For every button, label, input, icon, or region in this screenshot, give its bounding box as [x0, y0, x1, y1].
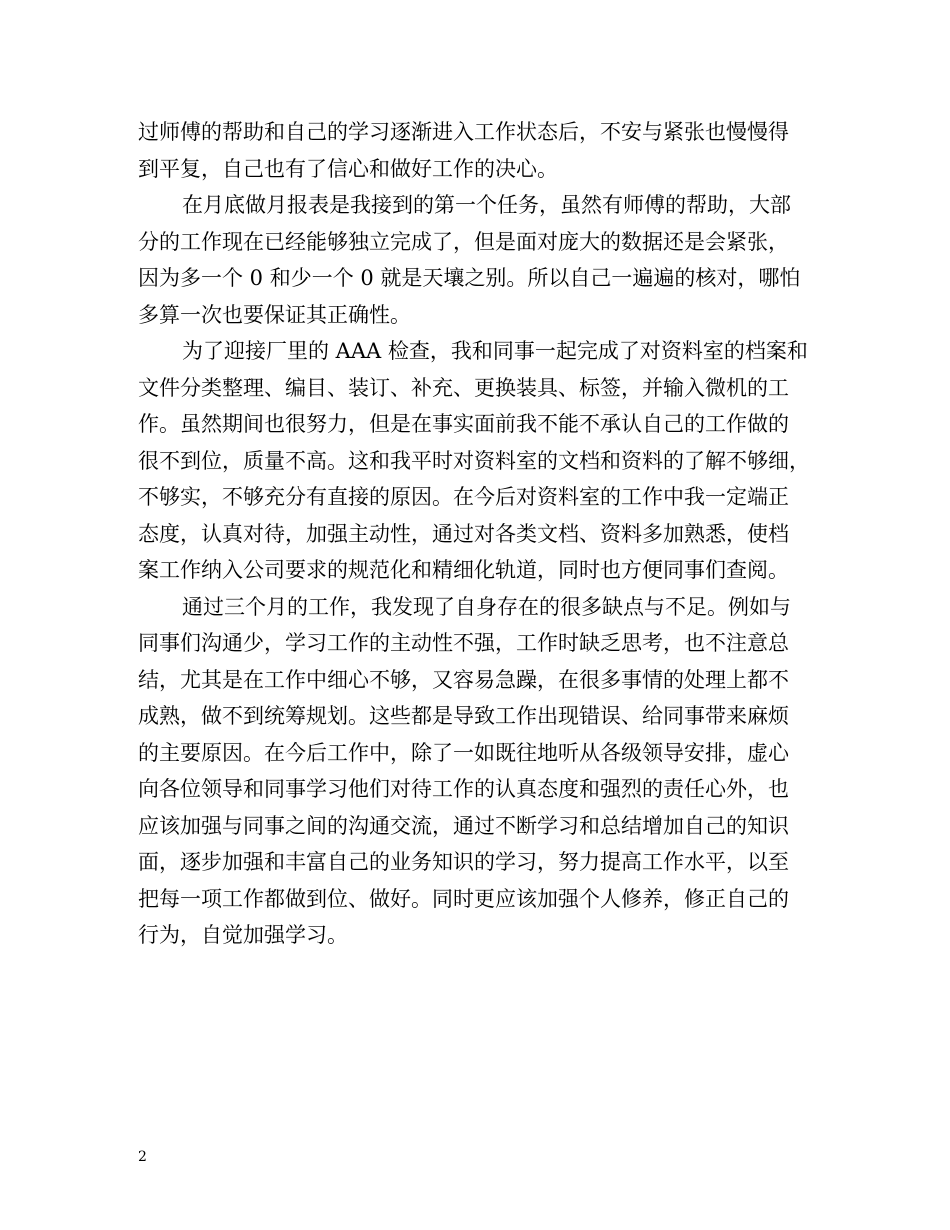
- text-line: 应该加强与同事之间的沟通交流，通过不断学习和总结增加自己的知识: [138, 813, 789, 838]
- text-line: 态度，认真对待，加强主动性，通过对各类文档、资料多加熟悉，使档: [138, 521, 789, 546]
- text-line: 同事们沟通少，学习工作的主动性不强，工作时缺乏思考，也不注意总: [138, 631, 789, 655]
- text-line: 面，逐步加强和丰富自己的业务知识的学习，努力提高工作水平，以至: [138, 850, 789, 874]
- text-line: 很不到位，质量不高。这和我平时对资料室的文档和资料的了解不够细，: [138, 448, 810, 473]
- text-line: 通过三个月的工作，我发现了自身存在的很多缺点与不足。例如与: [182, 594, 791, 619]
- body-text: [138, 114, 828, 954]
- text-line: 多算一次也要保证其正确性。: [138, 302, 411, 327]
- text-line: 分的工作现在已经能够独立完成了，但是面对庞大的数据还是会紧张，: [138, 229, 789, 254]
- text-line: 不够实，不够充分有直接的原因。在今后对资料室的工作中我一定端正: [138, 485, 789, 509]
- text-line: 在月底做月报表是我接到的第一个任务，虽然有师傅的帮助，大部: [182, 193, 791, 217]
- text-line: 过师傅的帮助和自己的学习逐渐进入工作状态后，不安与紧张也慢慢得: [138, 120, 789, 144]
- text-line: 的主要原因。在今后工作中，除了一如既往地听从各级领导安排，虚心: [138, 740, 789, 765]
- text-line: 行为，自觉加强学习。: [138, 923, 348, 947]
- text-line: 作。虽然期间也很努力，但是在事实面前我不能不承认自己的工作做的: [138, 412, 789, 436]
- text-line: 因为多一个 0 和少一个 0 就是天壤之别。所以自己一遍遍的核对，哪怕: [138, 266, 801, 290]
- text-line: 到平复，自己也有了信心和做好工作的决心。: [138, 156, 558, 181]
- text-line: 向各位领导和同事学习他们对待工作的认真态度和强烈的责任心外，也: [138, 777, 789, 801]
- page-number: 2: [138, 1149, 147, 1165]
- text-line: 案工作纳入公司要求的规范化和精细化轨道，同时也方便同事们查阅。: [138, 558, 789, 582]
- text-line: 文件分类整理、编目、装订、补充、更换装具、标签，并输入微机的工: [138, 375, 789, 400]
- text-line: 成熟，做不到统筹规划。这些都是导致工作出现错误、给同事带来麻烦: [138, 704, 789, 728]
- text-line: 把每一项工作都做到位、做好。同时更应该加强个人修养，修正自己的: [138, 886, 789, 911]
- text-line: 结，尤其是在工作中细心不够，又容易急躁，在很多事情的处理上都不: [138, 667, 789, 692]
- text-line: 为了迎接厂里的 AAA 检查，我和同事一起完成了对资料室的档案和: [182, 339, 808, 363]
